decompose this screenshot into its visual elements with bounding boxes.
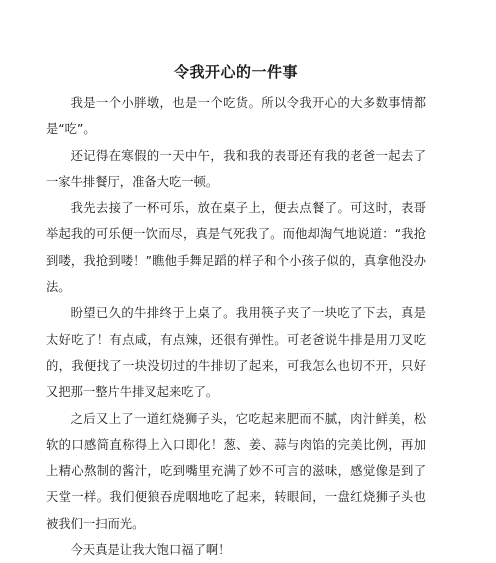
paragraph-3: 我先去接了一杯可乐，放在桌子上，便去点餐了。可这时，表哥举起我的可乐便一饮而尽，真是气死我了。而他却淘气地说道：“我抢到喽，我抢到喽！”瞧他手舞足蹈的样子和个小孩子似的，真拿他没办法。 — [46, 201, 426, 295]
paragraph-6: 今天真是让我大饱口福了啊！ — [70, 543, 231, 558]
document-body — [46, 62, 426, 563]
paragraph-5: 之后又上了一道红烧狮子头，它吃起来肥而不腻，肉汁鲜美，松软的口感简直称得上入口即化！葱、姜、蒜与肉馅的完美比例，再加上精心熬制的酱汁，吃到嘴里充满了妙不可言的滋味，感觉像是到了天堂一样。我们便狼吞虎咽地吃了起来，转眼间，一盘红烧狮子头也被我们一扫而光。 — [46, 411, 426, 531]
document-title: 令我开心的一件事 — [173, 63, 298, 81]
paragraph-1: 我是一个小胖墩，也是一个吃货。所以令我开心的大多数事情都是“吃”。 — [46, 96, 426, 137]
paragraph-2: 还记得在寒假的一天中午，我和我的表哥还有我的老爸一起去了一家牛排餐厅，准备大吃一顿。 — [46, 148, 426, 189]
paragraph-4: 盼望已久的牛排终于上桌了。我用筷子夹了一块吃了下去，真是太好吃了！有点咸，有点辣，还很有弹性。可老爸说牛排是用刀叉吃的，我便找了一块没切过的牛排切了起来，可我怎么也切不开，只好又把那一整片牛排叉起来吃了。 — [46, 306, 426, 400]
